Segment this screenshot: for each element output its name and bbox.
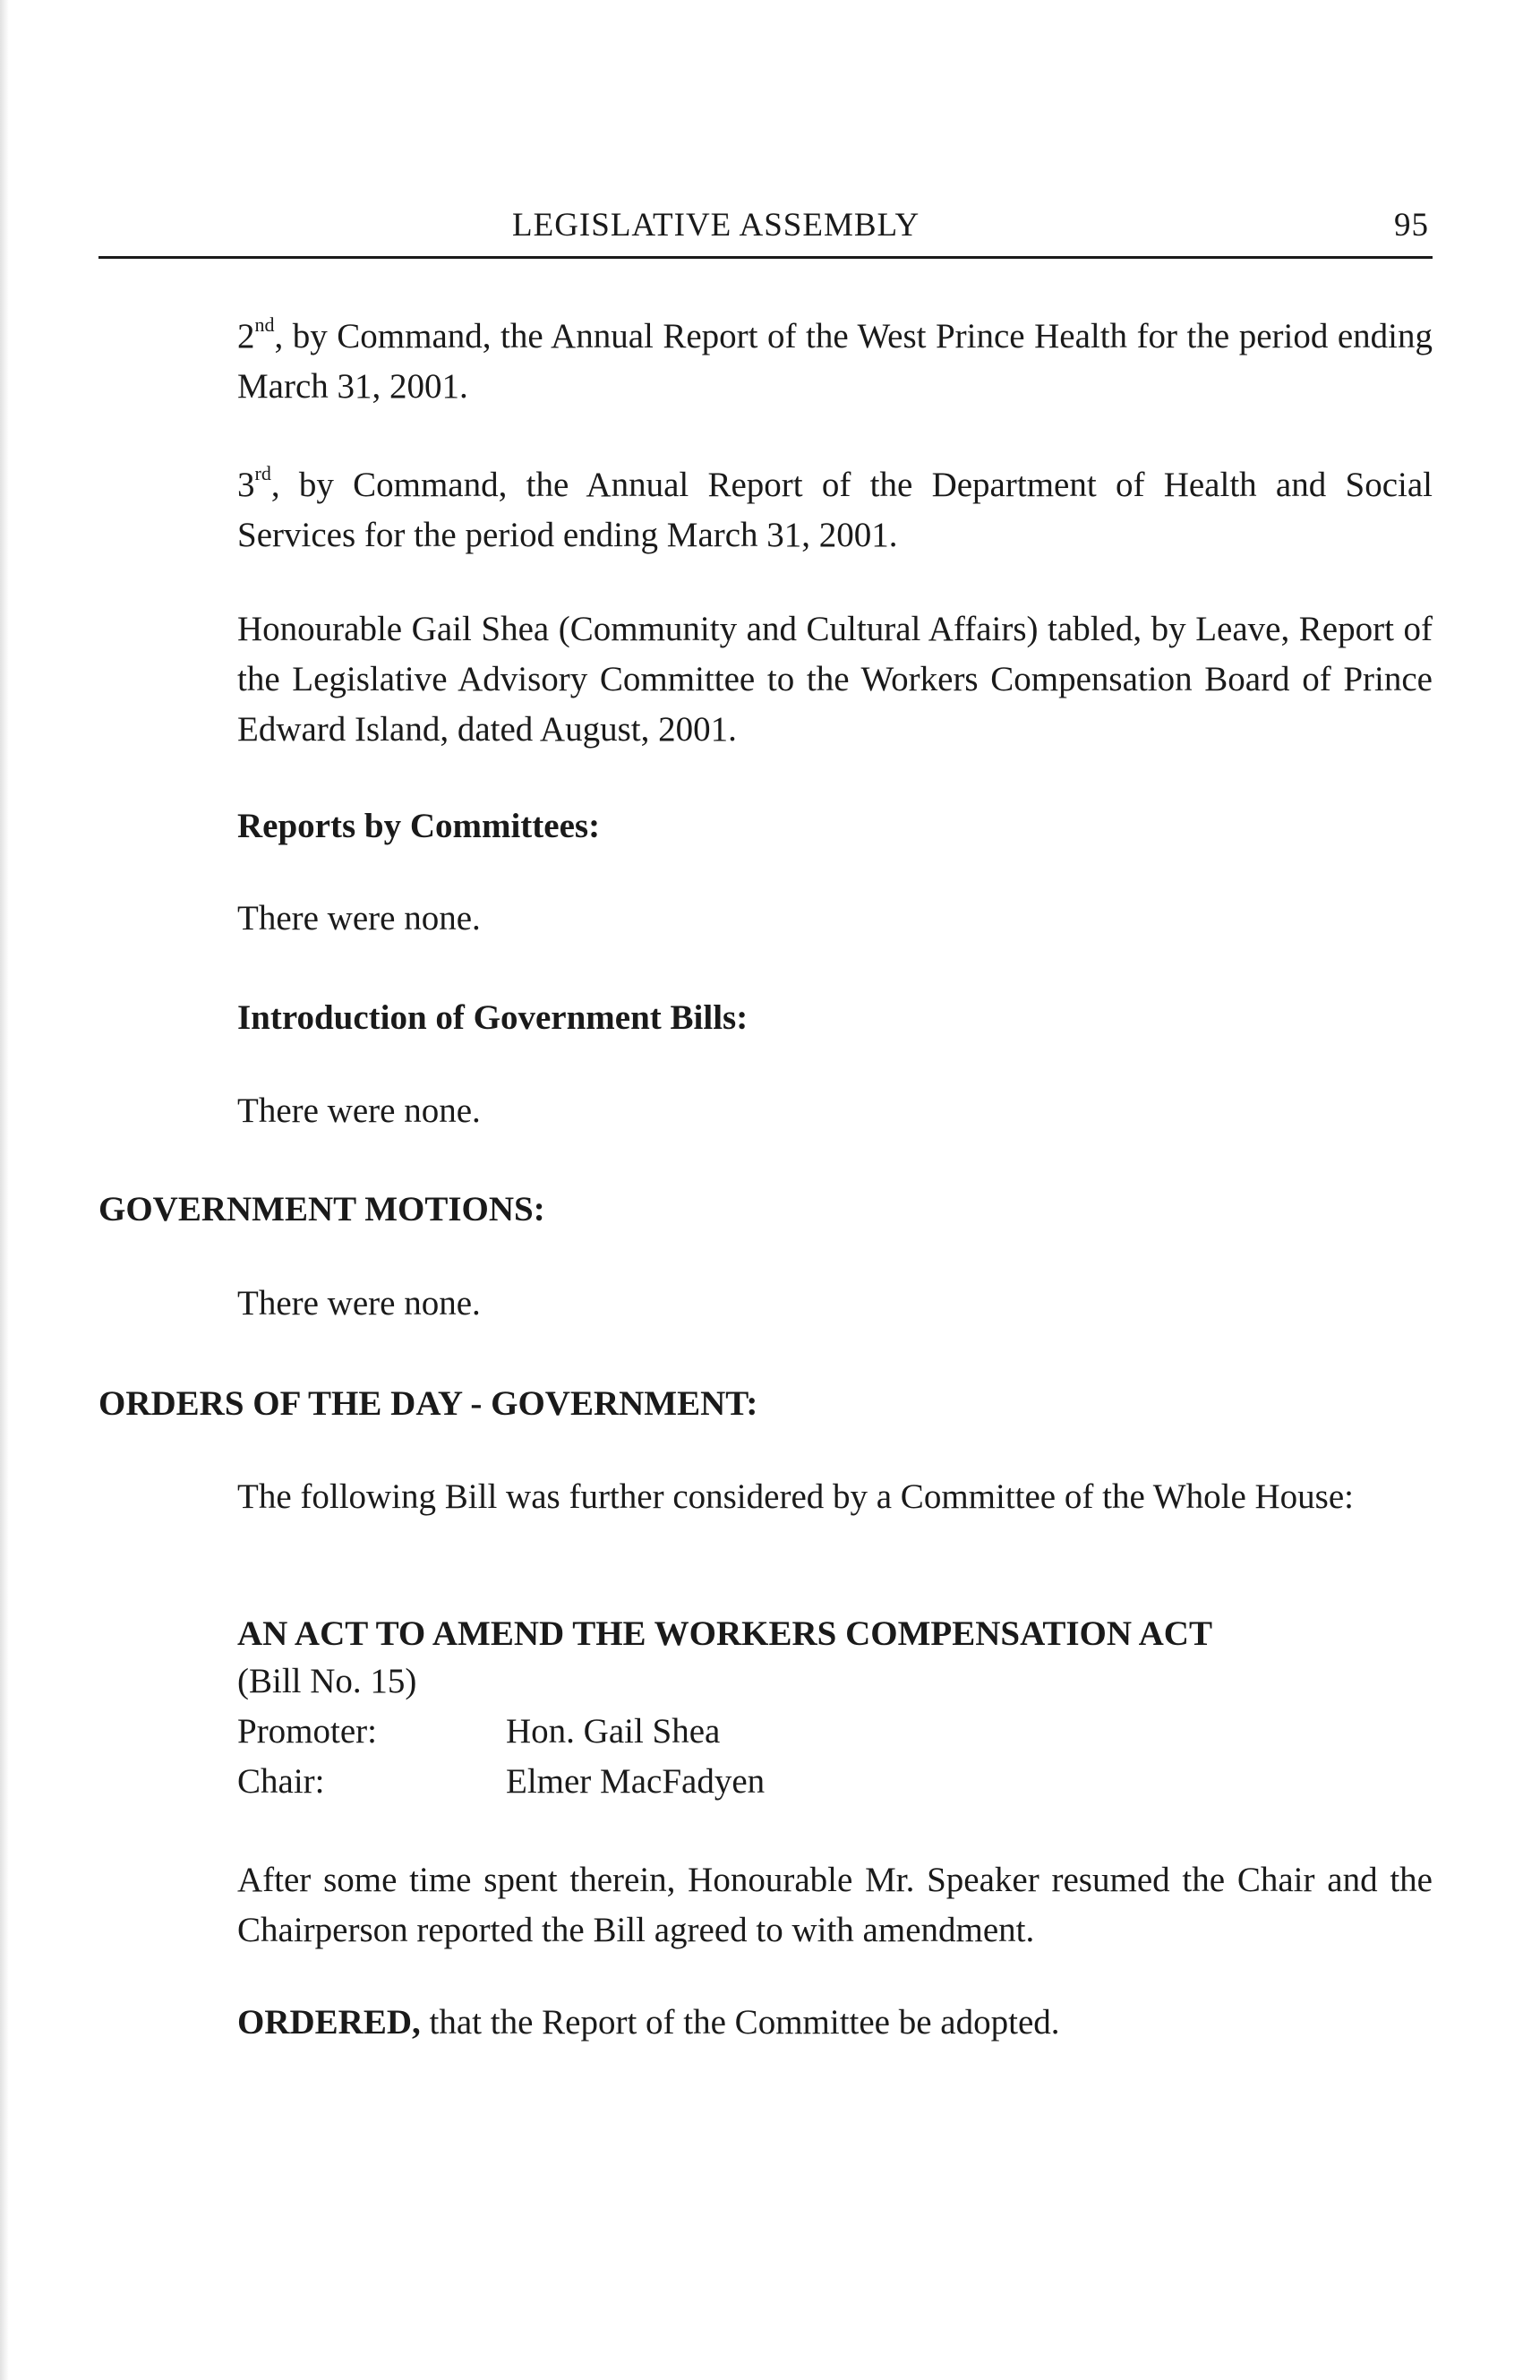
ordinal-suffix: rd [254,462,271,484]
reports-none-text: There were none. [237,899,481,937]
chair-value: Elmer MacFadyen [506,1762,766,1801]
header-rule [98,256,1433,259]
reports-by-committees-heading: Reports by Committees: [237,807,601,845]
government-motions-heading: GOVERNMENT MOTIONS: [98,1190,545,1229]
tabled-report-paragraph: Honourable Gail Shea (Community and Cultural Affairs) tabled, by Leave, Report of the Legislative Advisory Committee to the Workers Compensation Board of Prince Edward Island, dated August, 2001. [237,610,1433,749]
after-committee-paragraph: After some time spent therein, Honourable Mr. Speaker resumed the Chair and the Chairperson reported the Bill agreed to with amendment. [237,1861,1433,1949]
item-second-report [237,312,1433,412]
motions-none-text: There were none. [237,1284,481,1323]
ordinal-number: 2 [237,317,255,355]
chair-label: Chair: [237,1762,325,1801]
introduction-of-bills-heading: Introduction of Government Bills: [237,998,749,1037]
promoter-value: Hon. Gail Shea [506,1712,721,1751]
running-header [98,197,1433,251]
header-title: LEGISLATIVE ASSEMBLY [512,207,920,244]
ordinal-suffix: nd [254,313,275,336]
item-third-report [237,460,1433,561]
orders-intro-text: The following Bill was further considered by a Committee of the Whole House: [237,1477,1354,1516]
promoter-label: Promoter: [237,1712,377,1751]
bill-number: (Bill No. 15) [237,1662,417,1700]
introduction-none-text: There were none. [237,1092,481,1130]
item-text: , by Command, the Annual Report of the Department of Health and Social Services for the period ending March 31, 2001. [237,466,1433,554]
ordered-text: that the Report of the Committee be adopted. [420,2003,1060,2042]
bill-title: AN ACT TO AMEND THE WORKERS COMPENSATION ACT [237,1614,1212,1653]
scan-edge-shadow [0,0,9,2380]
ordinal-number: 3 [237,466,255,504]
ordered-paragraph [237,1998,1433,2048]
item-text: , by Command, the Annual Report of the West Prince Health for the period ending March 31, 2001. [237,317,1433,406]
orders-of-the-day-heading: ORDERS OF THE DAY - GOVERNMENT: [98,1384,758,1423]
page-number: 95 [1394,207,1429,244]
ordered-lead: ORDERED, [237,2003,421,2042]
